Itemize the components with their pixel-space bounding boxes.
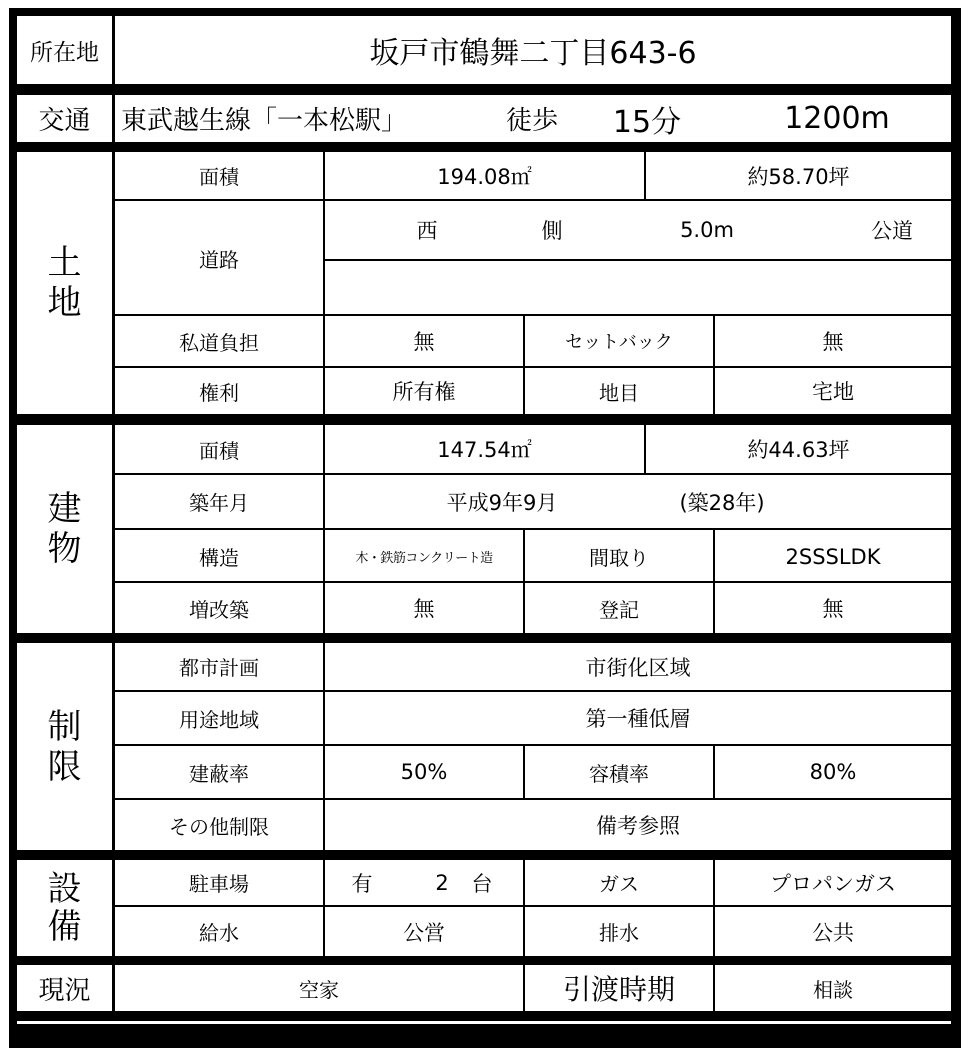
extension-label: 増改築 <box>189 597 249 622</box>
extension-value: 無 <box>413 597 435 621</box>
layout-value: 2SSSLDK <box>785 544 881 569</box>
building-area-m2: 147.54㎡ <box>437 438 532 462</box>
status-row <box>17 965 951 1011</box>
facilities-section <box>17 860 951 956</box>
land-category: 土 地 <box>47 243 82 323</box>
drain-value: 公共 <box>812 920 854 945</box>
setback-label: セットバック <box>565 332 673 353</box>
land-area-tsubo: 約58.70坪 <box>747 164 850 189</box>
chimoku-label: 地目 <box>599 380 639 405</box>
drain-label: 排水 <box>599 921 639 945</box>
rights-value: 所有権 <box>392 380 456 404</box>
road-width: 5.0m <box>680 218 734 242</box>
far-value: 80% <box>809 760 857 784</box>
building-area-label: 面積 <box>199 438 239 463</box>
handover-value: 相談 <box>813 977 853 1002</box>
building-category: 建 物 <box>47 489 82 569</box>
road-direction: 西 <box>416 219 438 243</box>
far-label: 容積率 <box>589 761 649 786</box>
parking-unit: 台 <box>471 871 493 896</box>
transport-line: 東武越生線「一本松駅」 <box>121 106 408 136</box>
facilities-category: 設 備 <box>47 869 82 947</box>
registry-label: 登記 <box>599 597 639 622</box>
building-age: (築28年) <box>679 490 765 515</box>
transport-minutes: 15分 <box>612 104 682 140</box>
structure-label: 構造 <box>199 546 239 570</box>
road-type: 公道 <box>871 219 913 243</box>
other-restriction-value: 備考参照 <box>596 814 680 838</box>
status-value: 空家 <box>299 977 339 1002</box>
land-area-m2: 194.08㎡ <box>437 164 532 189</box>
building-area-tsubo: 約44.63坪 <box>747 438 850 462</box>
coverage-label: 建蔽率 <box>189 761 249 786</box>
coverage-value: 50% <box>400 760 448 784</box>
address-value: 坂戸市鶴舞二丁目643-6 <box>369 36 697 71</box>
setback-value: 無 <box>822 330 844 354</box>
address-label: 所在地 <box>30 39 99 66</box>
road-label: 道路 <box>199 248 239 272</box>
building-section <box>17 425 951 633</box>
water-label: 給水 <box>199 921 239 945</box>
restriction-category: 制 限 <box>47 706 82 787</box>
transport-distance: 1200m <box>784 101 890 136</box>
other-restriction-label: その他制限 <box>169 814 269 839</box>
gas-value: プロパンガス <box>770 871 896 896</box>
zoning-value: 第一種低層 <box>585 707 691 731</box>
zoning-label: 用途地域 <box>179 707 259 732</box>
road-side: 側 <box>541 219 563 243</box>
status-label: 現況 <box>38 975 91 1006</box>
parking-label: 駐車場 <box>189 872 249 896</box>
built-label: 築年月 <box>189 491 249 515</box>
address-row <box>17 16 951 84</box>
structure-value: 木・鉄筋コンクリート造 <box>355 551 493 566</box>
chimoku-value: 宅地 <box>812 380 854 404</box>
restriction-section <box>17 643 951 850</box>
gas-label: ガス <box>599 872 639 896</box>
rights-label: 権利 <box>199 380 239 405</box>
city-plan-value: 市街化区域 <box>585 655 691 680</box>
layout-label: 間取り <box>589 546 649 570</box>
private-road-value: 無 <box>413 330 435 354</box>
water-value: 公営 <box>403 920 445 945</box>
transport-row <box>17 95 951 142</box>
parking-count: 2 <box>435 870 449 895</box>
transport-walk: 徒歩 <box>505 106 558 136</box>
registry-value: 無 <box>822 597 844 621</box>
handover-label: 引渡時期 <box>562 973 675 1006</box>
private-road-label: 私道負担 <box>179 330 259 355</box>
land-section <box>17 152 951 414</box>
parking-has: 有 <box>351 871 373 896</box>
land-area-label: 面積 <box>199 165 239 189</box>
city-plan-label: 都市計画 <box>179 656 259 680</box>
transport-label: 交通 <box>38 106 91 136</box>
built-value: 平成9年9月 <box>446 490 558 515</box>
